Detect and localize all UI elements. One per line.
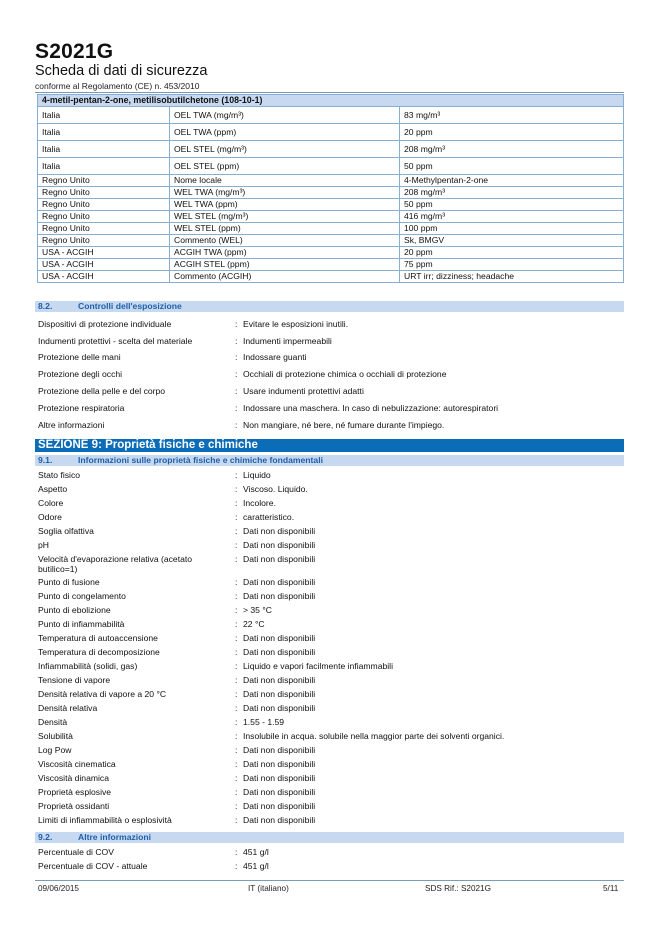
cell-country: Italia — [38, 158, 170, 175]
cell-parameter: WEL TWA (ppm) — [170, 199, 400, 211]
property-label: Stato fisico — [38, 470, 81, 480]
property-label: Densità relativa — [38, 703, 98, 713]
cell-parameter: OEL STEL (ppm) — [170, 158, 400, 175]
property-value: Dati non disponibili — [243, 773, 316, 783]
property-label: Protezione degli occhi — [38, 369, 123, 379]
property-value: Dati non disponibili — [243, 759, 316, 769]
property-label: Tensione di vapore — [38, 675, 111, 685]
property-label: Dispositivi di protezione individuale — [38, 319, 172, 329]
property-label: pH — [38, 540, 49, 550]
property-label: Viscosità dinamica — [38, 773, 110, 783]
product-code: S2021G — [35, 40, 114, 63]
property-label: Soglia olfattiva — [38, 526, 94, 536]
property-label: Log Pow — [38, 745, 72, 755]
cell-value: 75 ppm — [400, 259, 624, 271]
table-row — [38, 271, 624, 283]
cell-value: URT irr; dizziness; headache — [400, 271, 624, 283]
cell-parameter: WEL STEL (ppm) — [170, 223, 400, 235]
table-row — [38, 124, 624, 141]
property-value: 451 g/l — [243, 847, 269, 857]
property-value: Dati non disponibili — [243, 815, 316, 825]
property-value: Incolore. — [243, 498, 276, 508]
property-label: Protezione della pelle e del corpo — [38, 386, 166, 396]
subsection-number: 8.2. — [38, 301, 53, 311]
table-row — [38, 107, 624, 124]
footer-page-number: 5/11 — [603, 884, 619, 893]
subsection-header-9-1 — [35, 455, 624, 466]
property-value: Occhiali di protezione chimica o occhiali di protezione — [243, 369, 447, 379]
property-label: Colore — [38, 498, 64, 508]
cell-country: USA - ACGIH — [38, 247, 170, 259]
subsection-number: 9.1. — [38, 455, 53, 465]
property-value: Liquido e vapori facilmente infiammabili — [243, 661, 393, 671]
property-value: 451 g/l — [243, 861, 269, 871]
property-value: Dati non disponibili — [243, 787, 316, 797]
section-title: SEZIONE 9: Proprietà fisiche e chimiche — [38, 439, 258, 451]
property-label: Indumenti protettivi - scelta del materiale — [38, 336, 193, 346]
cell-country: Regno Unito — [38, 199, 170, 211]
property-label: Infiammabilità (solidi, gas) — [38, 661, 138, 671]
cell-value: 50 ppm — [400, 199, 624, 211]
property-label: Limiti di infiammabilità o esplosività — [38, 815, 172, 825]
property-label: Solubilità — [38, 731, 73, 741]
cell-value: 20 ppm — [400, 124, 624, 141]
cell-value: 83 mg/m³ — [400, 107, 624, 124]
regulation-note: conforme al Regolamento (CE) n. 453/2010 — [35, 81, 200, 91]
table-heading: 4-metil-pentan-2-one, metilisobutilchetone (108-10-1) — [38, 95, 624, 107]
cell-country: USA - ACGIH — [38, 271, 170, 283]
header-divider — [35, 92, 624, 93]
property-value: Non mangiare, né bere, né fumare durante l'impiego. — [243, 420, 445, 430]
cell-country: Italia — [38, 124, 170, 141]
property-label: Percentuale di COV — [38, 847, 114, 857]
property-label: Velocità d'evaporazione relativa (acetato butilico=1) — [38, 554, 193, 574]
cell-country: Regno Unito — [38, 175, 170, 187]
property-value: Dati non disponibili — [243, 540, 316, 550]
cell-parameter: Nome locale — [170, 175, 400, 187]
subsection-header-9-2 — [35, 832, 624, 843]
cell-value: Sk, BMGV — [400, 235, 624, 247]
property-value: Indossare una maschera. In caso di nebulizzazione: autorespiratori — [243, 403, 499, 413]
property-label: Punto di congelamento — [38, 591, 126, 601]
property-value: Dati non disponibili — [243, 703, 316, 713]
property-value: caratteristico. — [243, 512, 295, 522]
property-value: Evitare le esposizioni inutili. — [243, 319, 349, 329]
property-value: Usare indumenti protettivi adatti — [243, 386, 364, 396]
property-label: Punto di ebolizione — [38, 605, 111, 615]
property-label: Punto di fusione — [38, 577, 100, 587]
property-value: Dati non disponibili — [243, 745, 316, 755]
footer-language: IT (italiano) — [248, 884, 289, 893]
property-value: Dati non disponibili — [243, 554, 316, 564]
table-row — [38, 141, 624, 158]
property-value: Dati non disponibili — [243, 577, 316, 587]
property-label: Proprietà ossidanti — [38, 801, 110, 811]
property-label: Percentuale di COV - attuale — [38, 861, 148, 871]
cell-country: Regno Unito — [38, 235, 170, 247]
footer-date: 09/06/2015 — [38, 884, 79, 893]
table-row — [38, 158, 624, 175]
property-label: Temperatura di autoaccensione — [38, 633, 158, 643]
table-row — [38, 247, 624, 259]
cell-parameter: WEL TWA (mg/m³) — [170, 187, 400, 199]
property-label: Proprietà esplosive — [38, 787, 112, 797]
property-value: Dati non disponibili — [243, 526, 316, 536]
property-value: Dati non disponibili — [243, 801, 316, 811]
cell-country: Regno Unito — [38, 211, 170, 223]
footer-divider — [35, 880, 624, 881]
property-label: Odore — [38, 512, 62, 522]
cell-value: 20 ppm — [400, 247, 624, 259]
property-label: Punto di infiammabilità — [38, 619, 125, 629]
property-label: Viscosità cinematica — [38, 759, 116, 769]
cell-value: 50 ppm — [400, 158, 624, 175]
property-label: Protezione delle mani — [38, 352, 121, 362]
property-value: 1.55 - 1.59 — [243, 717, 285, 727]
property-value: > 35 °C — [243, 605, 272, 615]
table-row — [38, 223, 624, 235]
cell-parameter: ACGIH STEL (ppm) — [170, 259, 400, 271]
cell-country: USA - ACGIH — [38, 259, 170, 271]
property-value: Dati non disponibili — [243, 633, 316, 643]
cell-parameter: ACGIH TWA (ppm) — [170, 247, 400, 259]
property-label: Protezione respiratoria — [38, 403, 125, 413]
property-value: Insolubile in acqua. solubile nella maggior parte dei solventi organici. — [243, 731, 505, 741]
property-value: 22 °C — [243, 619, 265, 629]
cell-country: Italia — [38, 141, 170, 158]
subsection-title: Controlli dell'esposizione — [78, 301, 182, 311]
property-label: Altre informazioni — [38, 420, 105, 430]
table-row — [38, 235, 624, 247]
subsection-title: Altre informazioni — [78, 832, 152, 842]
subsection-header-8-2 — [35, 301, 624, 312]
property-value: Liquido — [243, 470, 271, 480]
footer-sds-ref: SDS Rif.: S2021G — [425, 884, 491, 893]
table-row — [38, 187, 624, 199]
cell-parameter: OEL TWA (mg/m³) — [170, 107, 400, 124]
property-label: Densità relativa di vapore a 20 °C — [38, 689, 167, 699]
table-row — [38, 211, 624, 223]
property-label: Aspetto — [38, 484, 68, 494]
cell-value: 208 mg/m³ — [400, 141, 624, 158]
property-label: Densità — [38, 717, 68, 727]
cell-parameter: OEL STEL (mg/m³) — [170, 141, 400, 158]
exposure-limits-table — [37, 94, 624, 283]
property-value: Dati non disponibili — [243, 647, 316, 657]
property-value: Viscoso. Liquido. — [243, 484, 308, 494]
cell-parameter: OEL TWA (ppm) — [170, 124, 400, 141]
cell-country: Italia — [38, 107, 170, 124]
subsection-title: Informazioni sulle proprietà fisiche e chimiche fondamentali — [78, 455, 323, 465]
property-value: Dati non disponibili — [243, 591, 316, 601]
cell-value: 100 ppm — [400, 223, 624, 235]
table-row — [38, 259, 624, 271]
document-title: Scheda di dati di sicurezza — [35, 63, 208, 79]
cell-parameter: WEL STEL (mg/m³) — [170, 211, 400, 223]
property-value: Indumenti impermeabili — [243, 336, 332, 346]
cell-value: 4-Methylpentan-2-one — [400, 175, 624, 187]
cell-value: 208 mg/m³ — [400, 187, 624, 199]
property-value: Indossare guanti — [243, 352, 307, 362]
cell-parameter: Commento (ACGIH) — [170, 271, 400, 283]
property-value: Dati non disponibili — [243, 689, 316, 699]
section-header-9 — [35, 439, 624, 452]
table-row — [38, 199, 624, 211]
subsection-number: 9.2. — [38, 832, 53, 842]
cell-country: Regno Unito — [38, 187, 170, 199]
cell-country: Regno Unito — [38, 223, 170, 235]
property-value: Dati non disponibili — [243, 675, 316, 685]
property-label: Temperatura di decomposizione — [38, 647, 160, 657]
cell-value: 416 mg/m³ — [400, 211, 624, 223]
cell-parameter: Commento (WEL) — [170, 235, 400, 247]
table-row — [38, 175, 624, 187]
